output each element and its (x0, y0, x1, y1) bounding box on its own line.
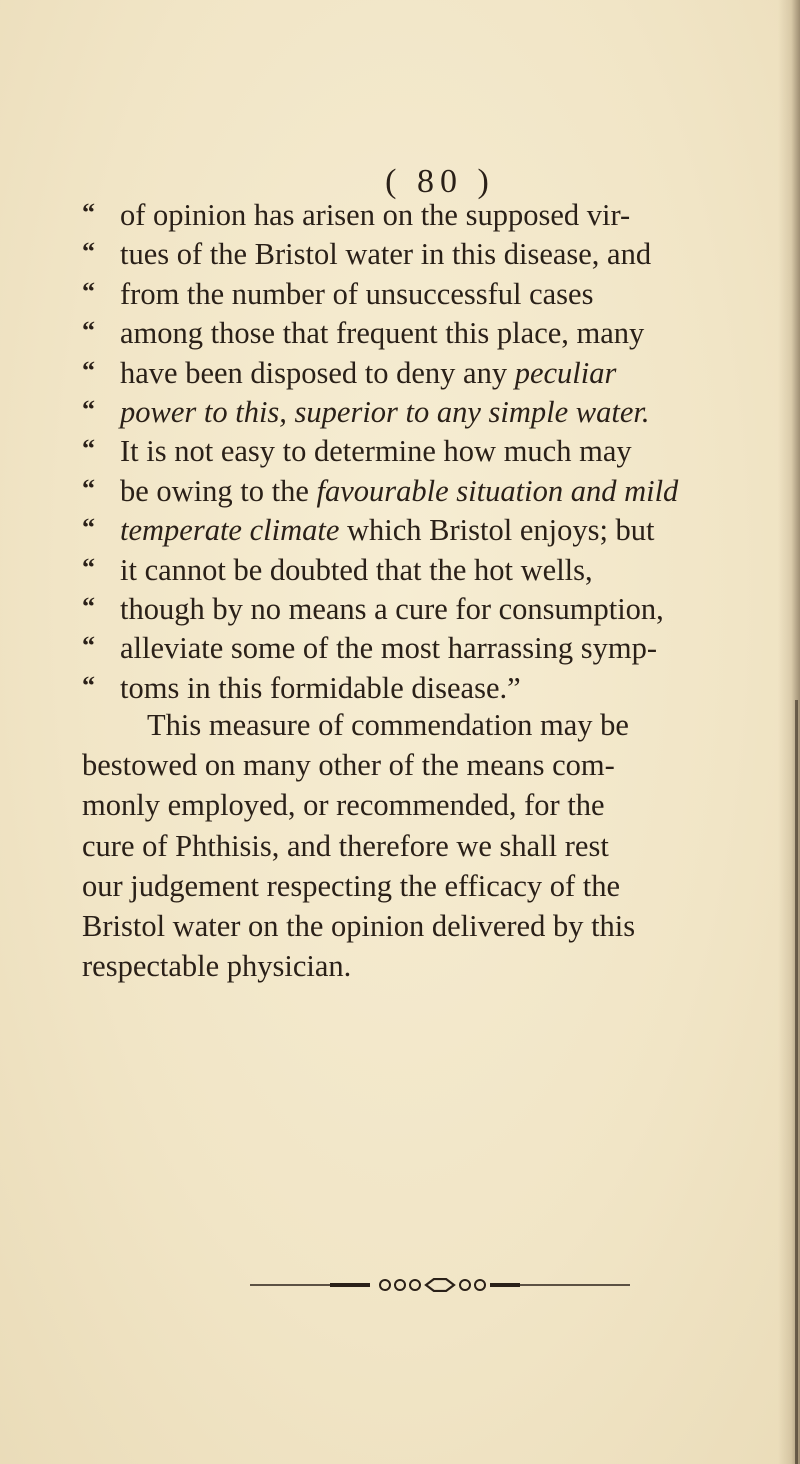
quote-mark: “ (82, 395, 95, 424)
quote-mark: “ (82, 631, 95, 661)
quote-line (82, 313, 644, 351)
quote-line-text: alleviate some of the most harrassing symp- (120, 631, 658, 666)
paragraph-line: our judgement respecting the efficacy of the (82, 868, 621, 903)
quote-line (82, 274, 593, 312)
paragraph-line: monly employed, or recommended, for the (82, 788, 605, 823)
quote-line (82, 589, 664, 627)
quote-mark: “ (82, 592, 95, 621)
page-number: ( 80 ) (385, 163, 495, 200)
quote-line-text: temperate climate (120, 513, 340, 548)
quote-line-text: be owing to the (120, 473, 317, 508)
quote-line-text: power to this, superior to any simple water. (120, 395, 650, 429)
quote-line (82, 628, 657, 666)
quote-line (82, 668, 521, 706)
quote-mark: “ (82, 237, 95, 267)
ornamental-rule-icon (250, 1278, 630, 1292)
quote-line-text: tues of the Bristol water in this disease, and (120, 237, 652, 272)
quote-mark: “ (82, 670, 95, 700)
quote-line-text: though by no means a cure for consumption, (120, 592, 664, 626)
quote-mark: “ (82, 473, 95, 503)
quote-line-text: of opinion has arisen on the supposed vir- (120, 198, 631, 232)
quote-line-text: favourable situation and mild (316, 473, 679, 508)
paragraph-line: cure of Phthisis, and therefore we shall rest (82, 828, 609, 863)
quote-line-text: It is not easy to determine how much may (120, 434, 632, 469)
page-edge-line (795, 700, 798, 1464)
quote-line (82, 392, 650, 430)
quote-mark: “ (82, 316, 95, 346)
quote-line-text: from the number of unsuccessful cases (120, 276, 594, 311)
quote-line (82, 510, 655, 548)
quote-line (82, 353, 616, 391)
quote-mark: “ (82, 552, 95, 582)
paragraph-line: bestowed on many other of the means com- (82, 748, 615, 783)
quote-mark: “ (82, 276, 95, 306)
quote-mark: “ (82, 198, 95, 227)
quote-line-text: among those that frequent this place, many (120, 316, 645, 351)
quote-line (82, 431, 632, 469)
paragraph-line: This measure of commendation may be (147, 708, 629, 742)
quote-line-text: have been disposed to deny any (120, 355, 515, 390)
paragraph-line: Bristol water on the opinion delivered by this (82, 909, 636, 943)
quote-line (82, 234, 651, 272)
quote-line-text: toms in this formidable disease.” (120, 670, 521, 705)
quote-line-text: it cannot be doubted that the hot wells, (120, 552, 593, 587)
quote-mark: “ (82, 513, 95, 543)
quote-line (82, 195, 630, 233)
quote-line (82, 471, 678, 509)
quote-mark: “ (82, 355, 95, 385)
quote-line (82, 550, 593, 588)
quote-line-text: which Bristol enjoys; but (339, 513, 655, 548)
quote-mark: “ (82, 434, 95, 464)
paragraph-line: respectable physician. (82, 949, 352, 984)
quote-line-text: peculiar (514, 355, 617, 390)
